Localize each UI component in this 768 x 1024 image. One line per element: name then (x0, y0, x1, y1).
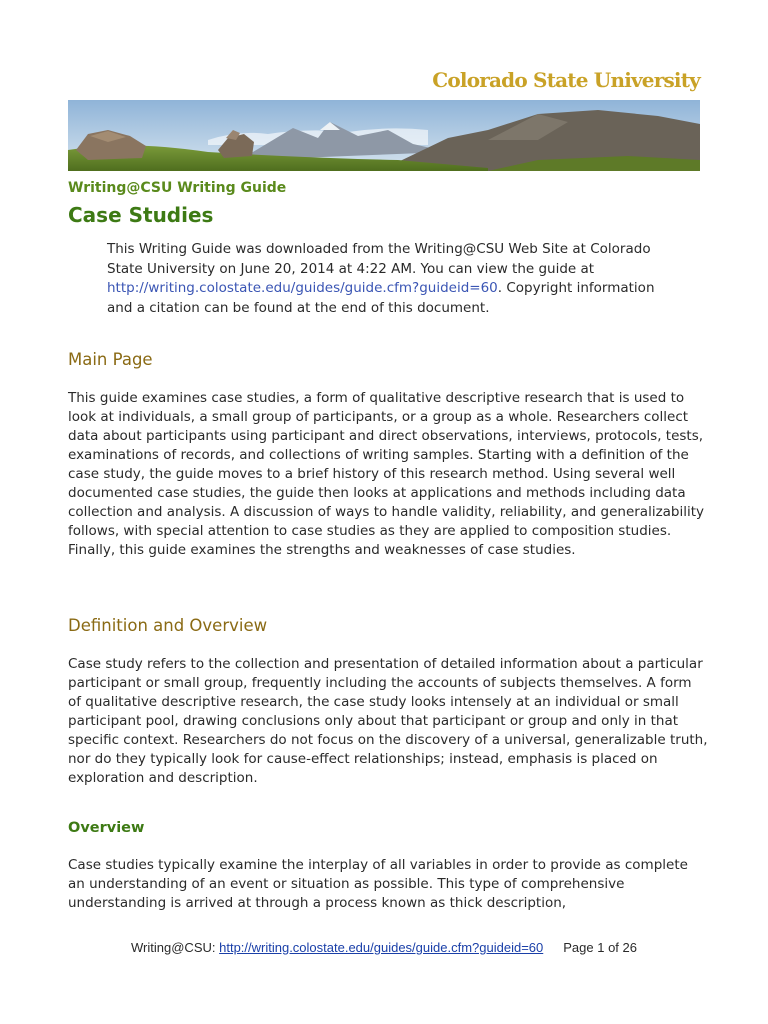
heading-main-page: Main Page (68, 350, 153, 369)
page-number: Page 1 of 26 (563, 940, 637, 955)
footer-link[interactable]: http://writing.colostate.edu/guides/guide.cfm?guideid=60 (219, 940, 544, 955)
guide-link[interactable]: http://writing.colostate.edu/guides/guide.cfm?guideid=60 (107, 280, 498, 296)
download-notice (107, 240, 667, 318)
guide-label: Writing@CSU Writing Guide (68, 180, 287, 196)
page-footer (0, 940, 768, 955)
intro-text: This Writing Guide was downloaded from the Writing@CSU Web Site at Colorado State University on June 20, 2014 at 4:22 AM. You can view the guide at (107, 241, 651, 277)
csu-logo: Colorado State University (432, 68, 700, 92)
intro-text-end: . Copyright information and a citation can be found at the end of this document. (107, 280, 655, 316)
main-page-body: This guide examines case studies, a form of qualitative descriptive research that is used to look at individuals, a small group of participants, or a group as a whole. Researchers collect data about participants using participant and direct observations, interviews, protocols, tests, examinations of records, and collections of writing samples. Starting with a definition of the case study, the guide moves to a brief history of this research method. Using several well documented case studies, the guide then looks at applications and methods including data collection and analysis. A discussion of ways to handle validity, reliability, and generalizability follows, with special attention to case studies as they are applied to composition studies. Finally, this guide examines the strengths and weaknesses of case studies. (68, 390, 705, 558)
definition-body: Case study refers to the collection and presentation of detailed information about a particular participant or small group, frequently including the accounts of subjects themselves. A form of qualitative descriptive research, the case study looks intensely at an individual or small participant pool, drawing conclusions only about that participant or group and only in that specific context. Researchers do not focus on the discovery of a universal, generalizable truth, nor do they typically look for cause-effect relationships; instead, emphasis is placed on exploration and description. (68, 656, 708, 786)
overview-body: Case studies typically examine the interplay of all variables in order to provide as complete an understanding of an event or situation as possible. This type of comprehensive understanding is arrived at through a process known as thick description, (68, 857, 688, 911)
footer-label: Writing@CSU: (131, 940, 220, 955)
heading-definition-overview: Definition and Overview (68, 616, 268, 635)
mountain-banner-image (68, 100, 700, 171)
heading-overview: Overview (68, 820, 145, 836)
page-title: Case Studies (68, 203, 214, 227)
